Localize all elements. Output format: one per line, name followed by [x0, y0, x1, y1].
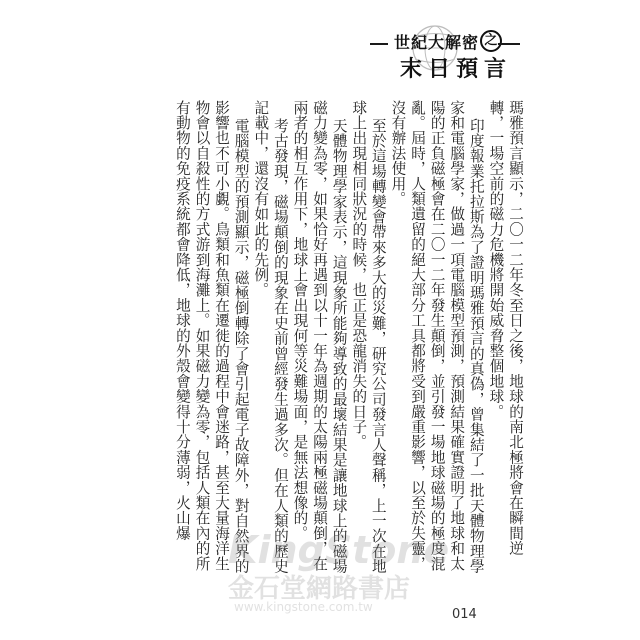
vertical-body-text — [165, 100, 525, 585]
watermark-chinese: 金石堂網路書店 — [228, 574, 411, 604]
series-number-badge: 之 — [480, 30, 502, 52]
paragraph: 電腦模型的預測顯示，磁極倒轉除了會引起電子故障外，對自然界的影響也不可小覷。鳥類和魚類在遷徙的過程中會迷路，甚至大量海洋生物會以自殺性的方式游到海灘上。如果磁力變為零，包括人類在內的所有動物的免疫系統都會降低，地球的外殼會變得十分薄弱，火山爆 — [173, 100, 250, 574]
watermark-brand: KingStone — [228, 528, 450, 572]
header-rule-right — [498, 43, 520, 45]
header-rule-left — [370, 43, 388, 45]
paragraph: 至於這場轉變會帶來多大的災難，研究公司發言人聲稱，上一次在地球上出現相同狀況的時候，也正是恐龍消失的日子。 — [350, 100, 387, 574]
series-title: 世紀大解密 — [394, 33, 480, 52]
paragraph: 印度報業托拉斯為了證明瑪雅預言的真偽，曾集結了一批天體物理學家和電腦學家，做過一項電腦模型預測，預測結果確實證明了地球和太陽的正負磁極會在二〇一二年發生顛倒，並引發一場地球磁場的極度混亂。屆時，人類遺留的絕大部分工具都將受到嚴重影響，以至於失靈，沒有辦法使用。 — [389, 100, 485, 574]
paragraph: 瑪雅預言顯示，二〇一二年冬至日之後，地球的南北極將會在瞬間逆轉，一場空前的磁力危機將開始威脅整個地球。 — [487, 100, 524, 556]
page-number: 014 — [452, 607, 477, 622]
watermark-url: www.kingstone.com.tw — [234, 600, 373, 614]
chapter-title: 末日預言 — [400, 57, 513, 82]
paragraph: 考古發現，磁場顛倒的現象在史前曾經發生過多次。但在人類的歷史記載中，還沒有如此的先例。 — [252, 100, 289, 574]
chapter-header — [370, 18, 520, 82]
paragraph: 天體物理學家表示，這現象所能夠導致的最壞結果是讓地球上的磁場磁力變為零，如果恰好再遇到以十一年為週期的太陽兩極磁場顛倒，在兩者的相互作用下，地球上會出現何等災難場面，是無法想像的。 — [291, 100, 348, 574]
